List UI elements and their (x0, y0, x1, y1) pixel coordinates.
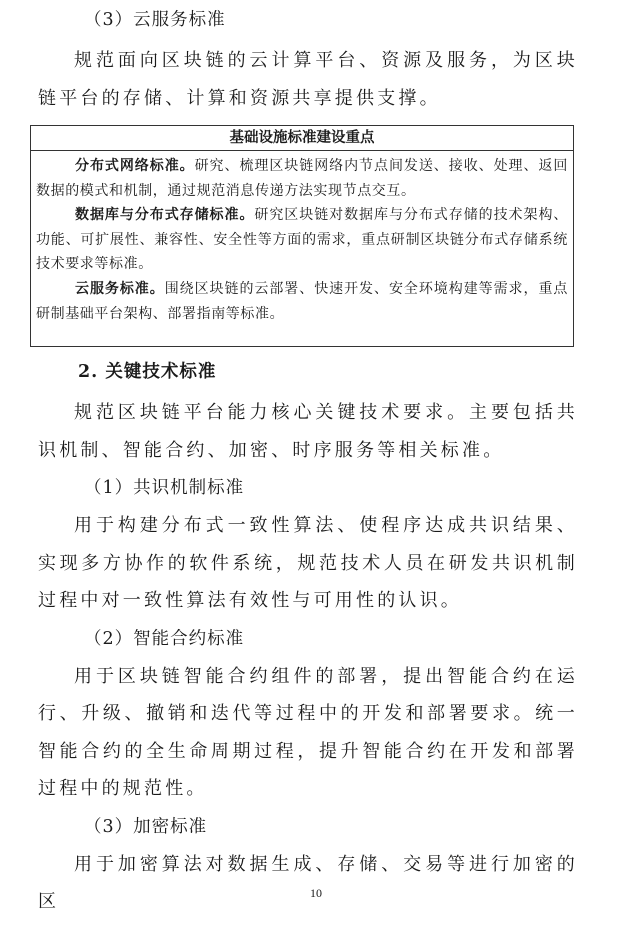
box-item-text: 围绕区块链的云部署、快速开发、安全环境构建等需求，重点研制基础平台架构、部署指南等标准。 (36, 280, 568, 322)
smart-contract-heading: （2）智能合约标准 (84, 628, 245, 649)
encryption-heading: （3）加密标准 (84, 816, 208, 837)
box-item-cloud-service (36, 277, 568, 326)
box-item-text: 研究、梳理区块链网络内节点间发送、接收、处理、返回数据的模式和机制，通过规范消息传递方法实现节点交互。 (36, 158, 568, 199)
box-body (31, 151, 573, 326)
encryption-paragraph: 用于加密算法对数据生成、存储、交易等进行加密的区 (38, 853, 578, 912)
box-item-term: 数据库与分布式存储标准。 (75, 207, 255, 224)
key-technology-section (38, 354, 578, 921)
consensus-heading: （1）共识机制标准 (84, 478, 245, 498)
box-item-term: 分布式网络标准。 (75, 158, 195, 174)
box-item-text: 研究区块链对数据库与分布式存储的技术架构、功能、可扩展性、兼容性、安全性等方面的需求，重点研制区块链分布式存储系统技术要求等标准。 (36, 207, 568, 273)
box-item-database-storage (36, 203, 568, 277)
section-intro: 规范区块链平台能力核心关键技术要求。主要包括共识机制、智能合约、加密、时序服务等相关标准。 (38, 402, 578, 461)
box-item-term: 云服务标准。 (75, 280, 165, 297)
box-title: 基础设施标准建设重点 (31, 126, 573, 151)
smart-contract-paragraph: 用于区块链智能合约组件的部署，提出智能合约在运行、升级、撤销和迭代等过程中的开发和部署要求。统一智能合约的全生命周期过程，提升智能合约在开发和部署过程中的规范性。 (38, 665, 578, 799)
box-item-distributed-network (36, 154, 568, 203)
top-section (38, 2, 578, 117)
consensus-paragraph: 用于构建分布式一致性算法、使程序达成共识结果、实现多方协作的软件系统，规范技术人员在研发共识机制过程中对一致性算法有效性与可用性的认识。 (38, 515, 578, 611)
cloud-service-paragraph: 规范面向区块链的云计算平台、资源及服务，为区块链平台的存储、计算和资源共享提供支撑。 (38, 50, 578, 109)
page-number: 10 (310, 886, 322, 900)
cloud-service-heading: （3）云服务标准 (84, 10, 226, 30)
infrastructure-key-points-box (30, 125, 574, 347)
section-heading: 2. 关键技术标准 (78, 362, 217, 382)
